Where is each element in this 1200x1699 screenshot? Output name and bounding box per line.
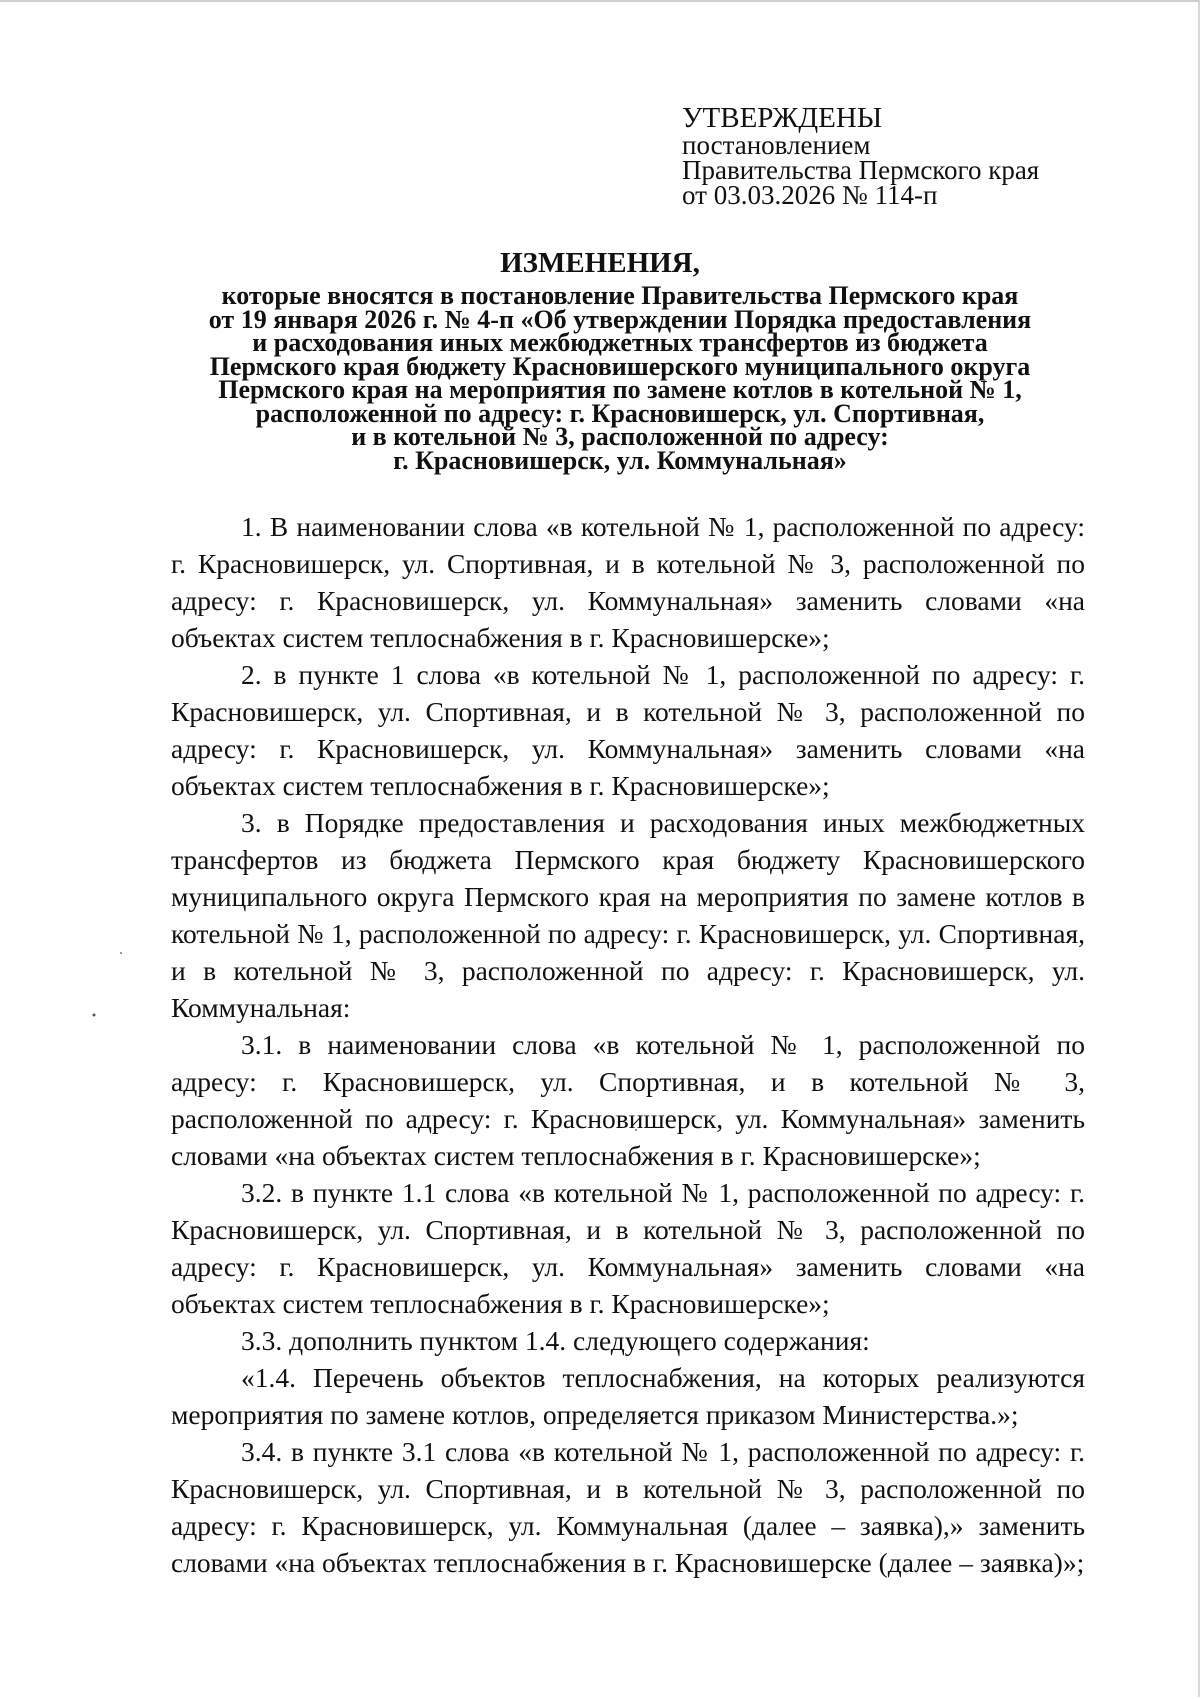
document-body: [171, 508, 1085, 1581]
document-title: ИЗМЕНЕНИЯ,: [500, 247, 700, 279]
subtitle-line: г. Красновишерск, ул. Коммунальная»: [393, 445, 847, 475]
paragraph-3-1: 3.1. в наименовании слова «в котельной № 1, расположенной по адресу: г. Красновишерск, ул. Спортивная, и в котельной № 3, расположенной по адресу: г. Красновишерск, ул. Коммунальная» заменить словами «на объектах систем теплоснабжения в г. Красновишерске»;: [171, 1029, 1085, 1171]
paragraph-1: 1. В наименовании слова «в котельной № 1, расположенной по адресу: г. Красновишерск, ул. Спортивная, и в котельной № 3, расположенной по адресу: г. Красновишерск, ул. Коммунальная» заменить словами «на объектах систем теплоснабжения в г. Красновишерске»;: [171, 511, 1085, 653]
subtitle-line: Пермского края на мероприятия по замене котлов в котельной № 1,: [218, 375, 1022, 404]
subtitle-line: расположенной по адресу: г. Красновишерск, ул. Спортивная,: [255, 398, 985, 428]
paragraph-3-2: 3.2. в пункте 1.1 слова «в котельной № 1, расположенной по адресу: г. Красновишерск, ул. Спортивная, и в котельной № 3, расположенной по адресу: г. Красновишерск, ул. Коммунальная» заменить словами «на объектах систем теплоснабжения в г. Красновишерске»;: [171, 1177, 1085, 1319]
document-subtitle: [160, 281, 1080, 475]
paragraph-3-3: 3.3. дополнить пунктом 1.4. следующего содержания:: [241, 1325, 870, 1356]
subtitle-line: и в котельной № 3, расположенной по адресу:: [351, 422, 889, 451]
approval-line: от 03.03.2026 № 114-п: [682, 180, 938, 210]
paragraph-2: 2. в пункте 1 слова «в котельной № 1, расположенной по адресу: г. Красновишерск, ул. Спортивная, и в котельной № 3, расположенной по адресу: г. Красновишерск, ул. Коммунальная» заменить словами «на объектах систем теплоснабжения в г. Красновишерске»;: [171, 659, 1085, 801]
approval-line: Правительства Пермского края: [682, 155, 1040, 185]
paragraph-quote-1-4: «1.4. Перечень объектов теплоснабжения, на которых реализуются мероприятия по замене котлов, определяется приказом Министерства.»;: [171, 1362, 1085, 1430]
subtitle-line: и расходования иных межбюджетных трансфертов из бюджета: [252, 328, 988, 357]
approval-heading: УТВЕРЖДЕНЫ: [682, 102, 883, 134]
subtitle-line: от 19 января 2026 г. № 4-п «Об утверждении Порядка предоставления: [208, 304, 1032, 334]
subtitle-line: Пермского края бюджету Красновишерского муниципального округа: [209, 351, 1031, 381]
approval-line: постановлением: [682, 130, 871, 160]
paragraph-3-4: 3.4. в пункте 3.1 слова «в котельной № 1, расположенной по адресу: г. Красновишерск, ул. Спортивная, и в котельной № 3, расположенной по адресу: г. Красновишерск, ул. Коммунальная (далее – заявка),» заменить словами «на объектах теплоснабжения в г. Красновишерске (далее – заявка)»;: [171, 1436, 1085, 1578]
subtitle-line: которые вносятся в постановление Правительства Пермского края: [221, 281, 1019, 310]
paragraph-3: 3. в Порядке предоставления и расходования иных межбюджетных трансфертов из бюджета Пермского края бюджету Красновишерского муниципального округа Пермского края на мероприятия по замене котлов в котельной № 1, расположенной по адресу: г. Красновишерск, ул. Спортивная, и в котельной № 3, расположенной по адресу: г. Красновишерск, ул. Коммунальная:: [171, 807, 1085, 1023]
approval-stamp: [682, 103, 1039, 208]
